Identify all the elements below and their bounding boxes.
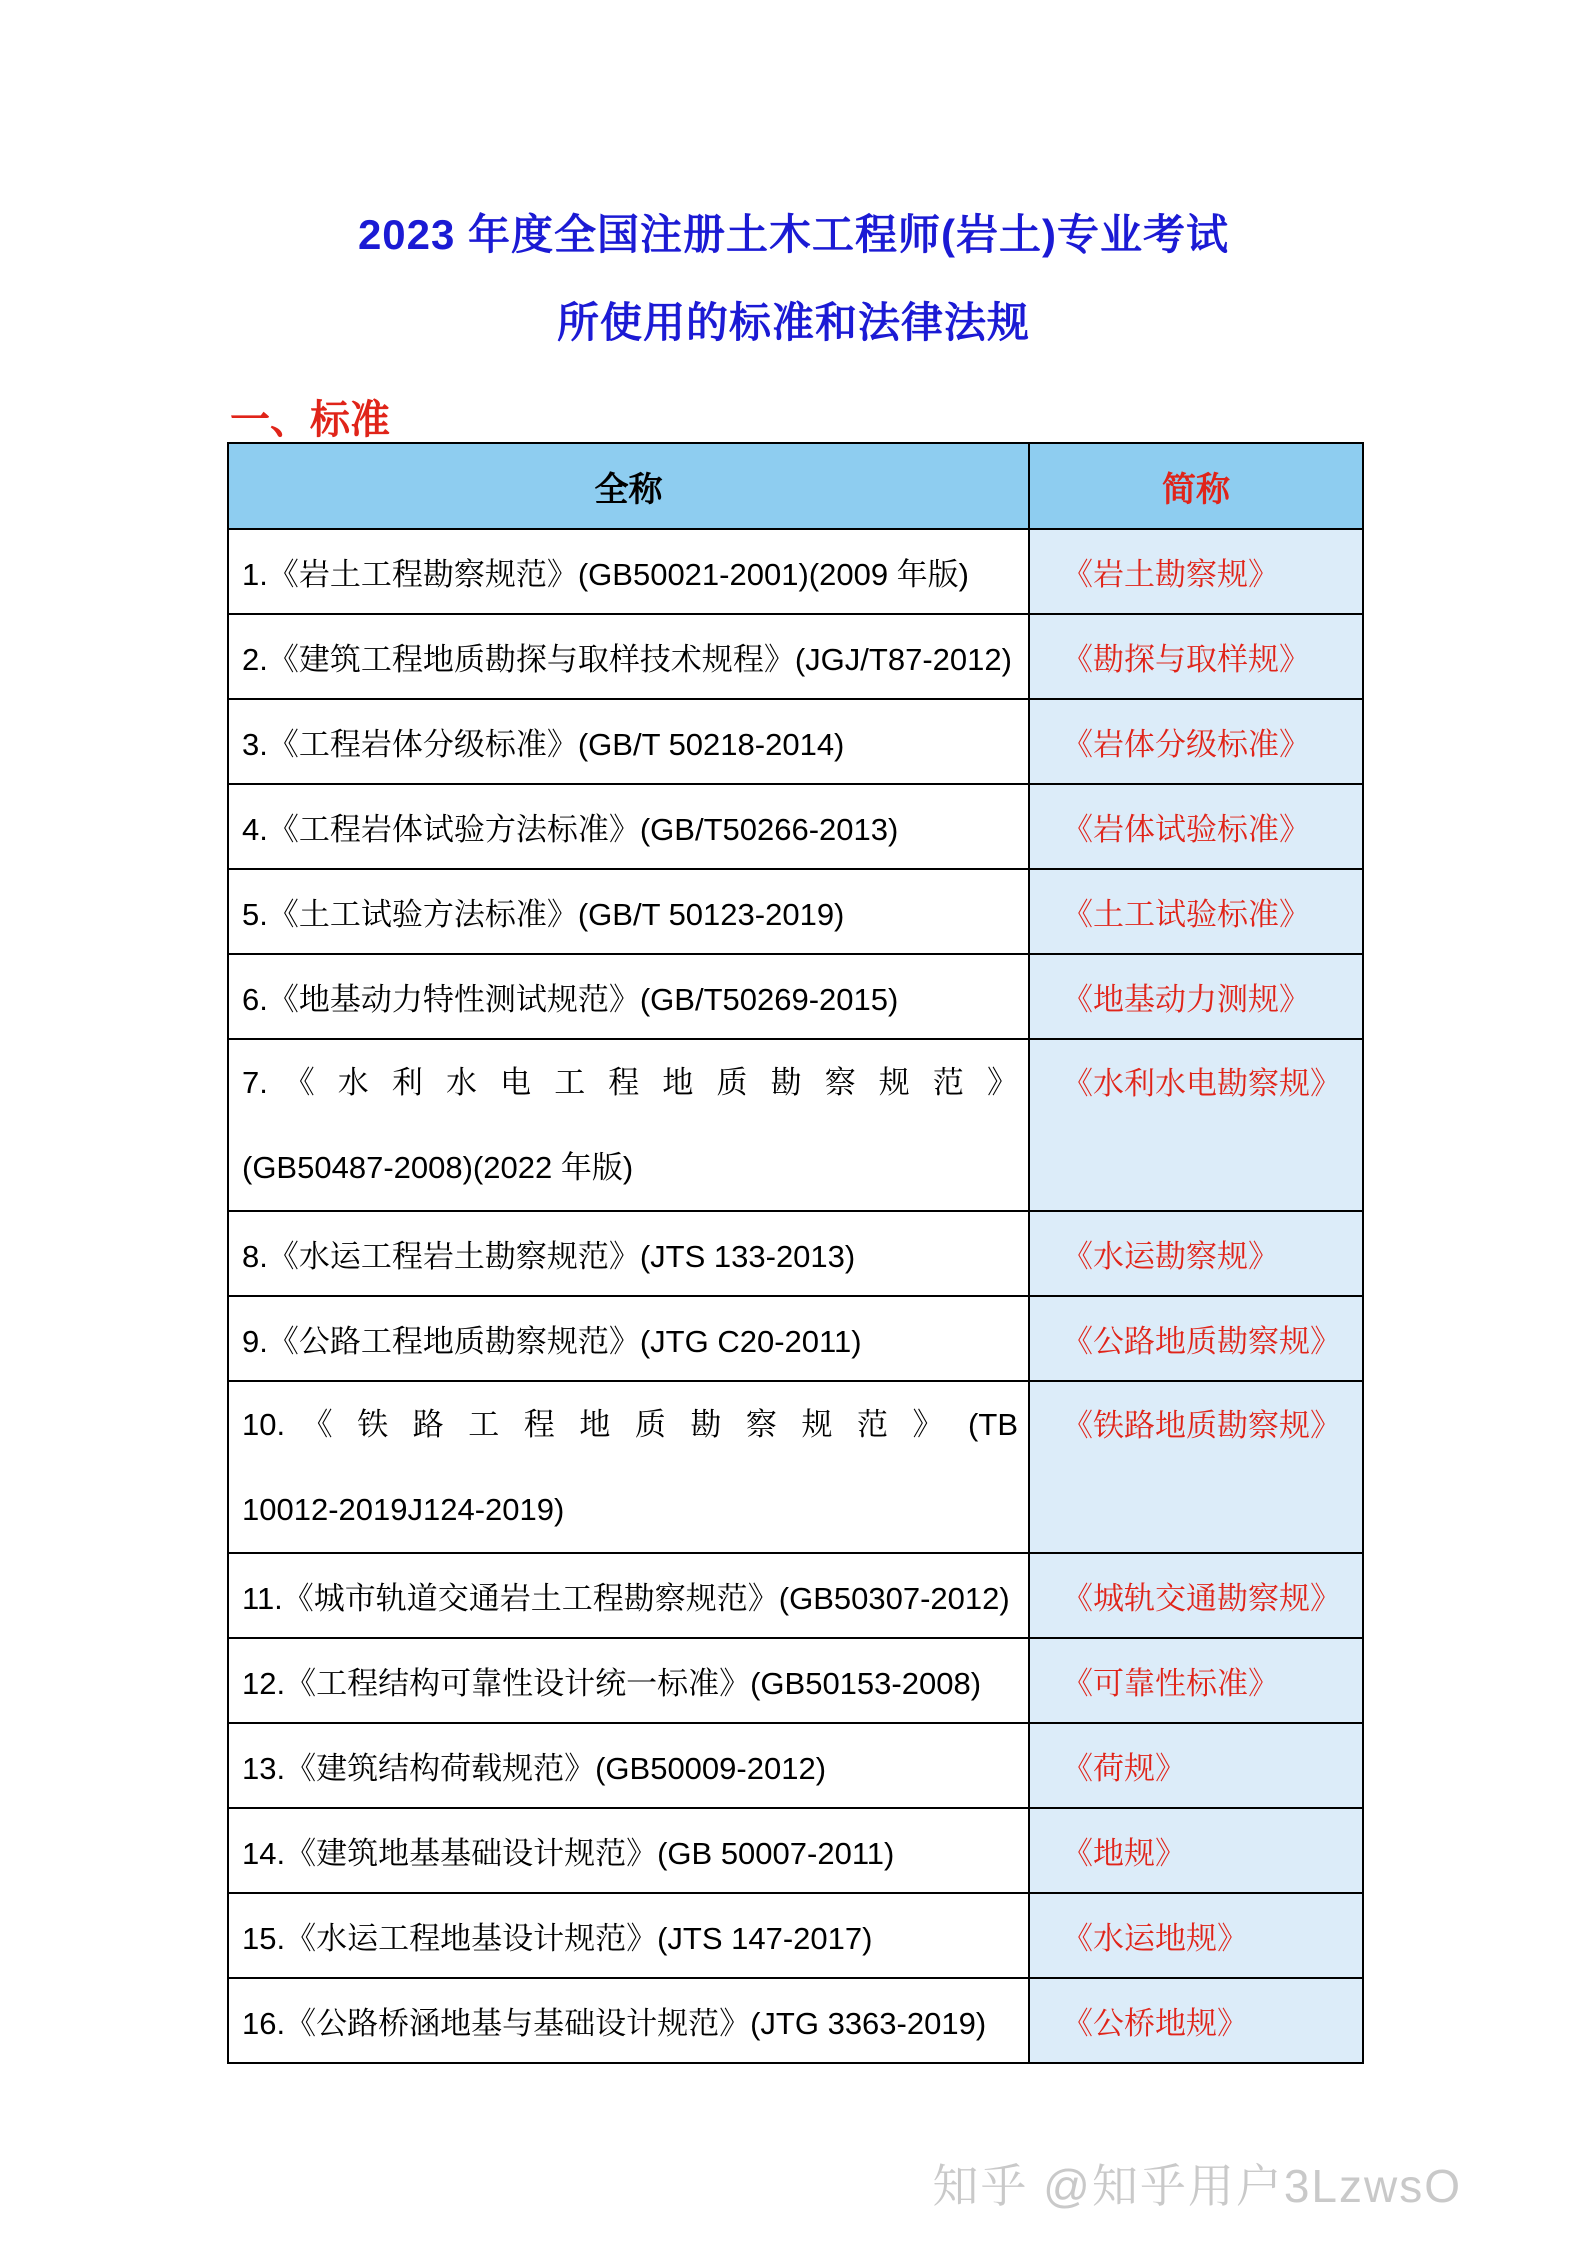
table-row	[228, 784, 1363, 869]
abbreviation-cell: 《土工试验标准》	[1029, 869, 1363, 954]
table-row	[228, 529, 1363, 614]
watermark-zhihu: 知乎 @知乎用户3LzwsO	[932, 2160, 1462, 2212]
abbreviation-cell: 《荷规》	[1029, 1723, 1363, 1808]
full-name-cell: 2.《建筑工程地质勘探与取样技术规程》(JGJ/T87-2012)	[228, 614, 1029, 699]
full-name-cell: 12.《工程结构可靠性设计统一标准》(GB50153-2008)	[228, 1638, 1029, 1723]
full-name-cell: 8.《水运工程岩土勘察规范》(JTS 133-2013)	[228, 1211, 1029, 1296]
table-row	[228, 954, 1363, 1039]
full-name-line2: 10012-2019J124-2019)	[242, 1492, 565, 1527]
abbreviation-text: 《铁路地质勘察规》	[1062, 1408, 1341, 1443]
table-row	[228, 1808, 1363, 1893]
full-name-cell: 11.《城市轨道交通岩土工程勘察规范》(GB50307-2012)	[228, 1553, 1029, 1638]
table-row	[228, 1381, 1363, 1553]
abbreviation-cell: 《岩体试验标准》	[1029, 784, 1363, 869]
table-row	[228, 1039, 1363, 1211]
table-row	[228, 869, 1363, 954]
table-row	[228, 1638, 1363, 1723]
standards-table-body	[228, 529, 1363, 2063]
full-name-cell: 1.《岩土工程勘察规范》(GB50021-2001)(2009 年版)	[228, 529, 1029, 614]
document-title-line1: 2023 年度全国注册土木工程师(岩土)专业考试	[357, 211, 1230, 258]
abbreviation-cell: 《城轨交通勘察规》	[1029, 1553, 1363, 1638]
full-name-cell: 15.《水运工程地基设计规范》(JTS 147-2017)	[228, 1893, 1029, 1978]
abbreviation-text: 《水利水电勘察规》	[1062, 1066, 1341, 1101]
abbreviation-cell	[1029, 1039, 1363, 1211]
table-row	[228, 1723, 1363, 1808]
full-name-cell: 13.《建筑结构荷载规范》(GB50009-2012)	[228, 1723, 1029, 1808]
abbreviation-cell: 《公桥地规》	[1029, 1978, 1363, 2063]
full-name-cell: 6.《地基动力特性测试规范》(GB/T50269-2015)	[228, 954, 1029, 1039]
full-name-line1: 10. 《 铁 路 工 程 地 质 勘 察 规 范 》 (TB	[242, 1407, 1018, 1442]
table-row	[228, 614, 1363, 699]
full-name-cell: 4.《工程岩体试验方法标准》(GB/T50266-2013)	[228, 784, 1029, 869]
table-row	[228, 1211, 1363, 1296]
standards-table	[227, 442, 1364, 2064]
section-heading-standards: 一、标准	[230, 398, 390, 442]
abbreviation-cell: 《公路地质勘察规》	[1029, 1296, 1363, 1381]
table-row	[228, 699, 1363, 784]
table-row	[228, 1553, 1363, 1638]
abbreviation-cell: 《岩体分级标准》	[1029, 699, 1363, 784]
full-name-cell: 14.《建筑地基基础设计规范》(GB 50007-2011)	[228, 1808, 1029, 1893]
table-header-row	[228, 443, 1363, 529]
full-name-cell: 5.《土工试验方法标准》(GB/T 50123-2019)	[228, 869, 1029, 954]
document-title-line2: 所使用的标准和法律法规	[556, 299, 1030, 346]
full-name-line1: 7. 《 水 利 水 电 工 程 地 质 勘 察 规 范 》	[242, 1065, 1018, 1100]
full-name-cell	[228, 1381, 1029, 1553]
table-row	[228, 1893, 1363, 1978]
abbreviation-cell: 《地规》	[1029, 1808, 1363, 1893]
full-name-cell: 3.《工程岩体分级标准》(GB/T 50218-2014)	[228, 699, 1029, 784]
full-name-cell: 9.《公路工程地质勘察规范》(JTG C20-2011)	[228, 1296, 1029, 1381]
column-header-abbreviation: 简称	[1029, 443, 1363, 529]
abbreviation-cell: 《水运勘察规》	[1029, 1211, 1363, 1296]
abbreviation-cell: 《水运地规》	[1029, 1893, 1363, 1978]
abbreviation-cell	[1029, 1381, 1363, 1553]
abbreviation-cell: 《岩土勘察规》	[1029, 529, 1363, 614]
full-name-line2: (GB50487-2008)(2022 年版)	[242, 1150, 634, 1185]
table-row	[228, 1978, 1363, 2063]
full-name-cell: 16.《公路桥涵地基与基础设计规范》(JTG 3363-2019)	[228, 1978, 1029, 2063]
abbreviation-cell: 《可靠性标准》	[1029, 1638, 1363, 1723]
abbreviation-cell: 《地基动力测规》	[1029, 954, 1363, 1039]
abbreviation-cell: 《勘探与取样规》	[1029, 614, 1363, 699]
full-name-cell	[228, 1039, 1029, 1211]
column-header-full-name: 全称	[228, 443, 1029, 529]
table-row	[228, 1296, 1363, 1381]
